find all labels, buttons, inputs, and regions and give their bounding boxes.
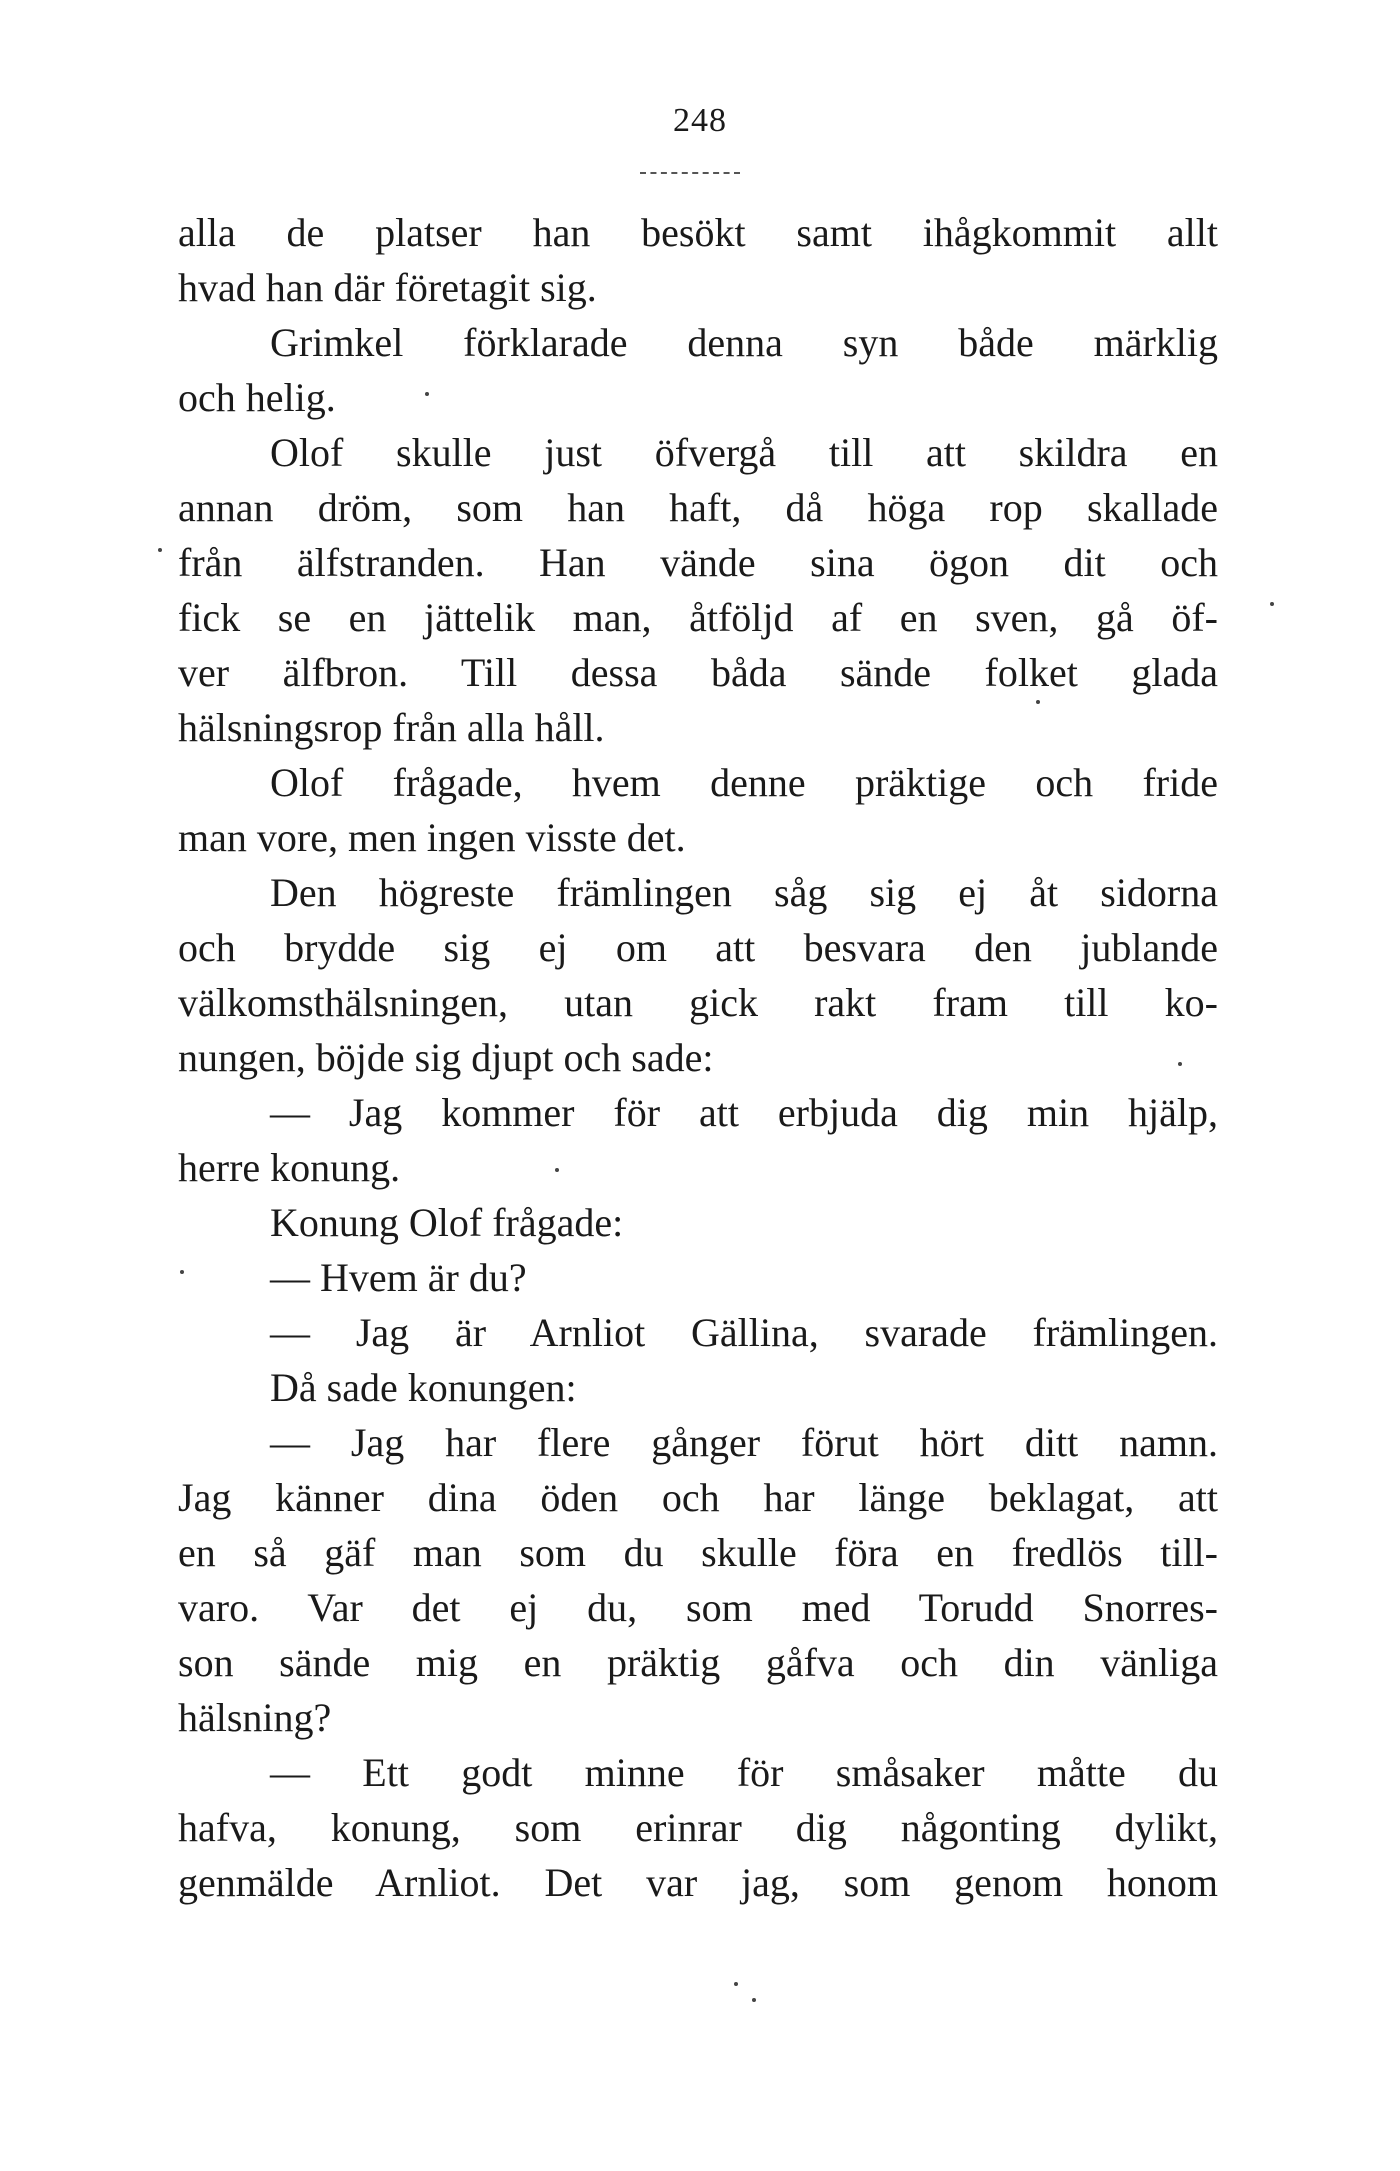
text-line: Olof frågade, hvem denne präktige och fride bbox=[270, 760, 1218, 805]
ink-speck bbox=[158, 548, 162, 552]
ink-speck bbox=[555, 1168, 559, 1172]
text-line: genmälde Arnliot. Det var jag, som genom honom bbox=[178, 1860, 1218, 1905]
text-line: välkomsthälsningen, utan gick rakt fram till ko- bbox=[178, 980, 1218, 1025]
text-line: son sände mig en präktig gåfva och din vänliga bbox=[178, 1640, 1218, 1685]
ink-speck bbox=[752, 1998, 756, 2002]
text-line: — Jag är Arnliot Gällina, svarade främlingen. bbox=[270, 1310, 1218, 1355]
header-rule bbox=[640, 172, 740, 174]
text-line: fick se en jättelik man, åtföljd af en sven, gå öf- bbox=[178, 595, 1218, 640]
text-line: hälsningsrop från alla håll. bbox=[178, 705, 605, 750]
ink-speck bbox=[1270, 602, 1274, 606]
text-line: och helig. bbox=[178, 375, 336, 420]
text-line: en så gäf man som du skulle föra en fredlös till- bbox=[178, 1530, 1218, 1575]
text-line: Olof skulle just öfvergå till att skildra en bbox=[270, 430, 1218, 475]
ink-speck bbox=[734, 1982, 738, 1986]
body-text bbox=[178, 205, 1218, 1910]
text-line: alla de platser han besökt samt ihågkommit allt bbox=[178, 210, 1218, 255]
text-line: Konung Olof frågade: bbox=[270, 1200, 624, 1245]
ink-speck bbox=[1036, 700, 1040, 704]
text-line: — Hvem är du? bbox=[270, 1255, 527, 1300]
text-line: herre konung. bbox=[178, 1145, 401, 1190]
text-line: annan dröm, som han haft, då höga rop skallade bbox=[178, 485, 1218, 530]
text-line: nungen, böjde sig djupt och sade: bbox=[178, 1035, 714, 1080]
text-line: — Jag har flere gånger förut hört ditt namn. bbox=[270, 1420, 1218, 1465]
page-number: 248 bbox=[673, 102, 727, 139]
text-line: varo. Var det ej du, som med Torudd Snorres- bbox=[178, 1585, 1218, 1630]
text-line: och brydde sig ej om att besvara den jublande bbox=[178, 925, 1218, 970]
text-line: ver älfbron. Till dessa båda sände folket glada bbox=[178, 650, 1218, 695]
text-line: Då sade konungen: bbox=[270, 1365, 577, 1410]
ink-speck bbox=[425, 392, 429, 396]
text-line: hvad han där företagit sig. bbox=[178, 265, 597, 310]
text-line: man vore, men ingen visste det. bbox=[178, 815, 686, 860]
text-line: — Jag kommer för att erbjuda dig min hjälp, bbox=[270, 1090, 1218, 1135]
text-line: Grimkel förklarade denna syn både märklig bbox=[270, 320, 1218, 365]
text-line: Den högreste främlingen såg sig ej åt sidorna bbox=[270, 870, 1218, 915]
text-line: Jag känner dina öden och har länge beklagat, att bbox=[178, 1475, 1218, 1520]
text-line: — Ett godt minne för småsaker måtte du bbox=[270, 1750, 1218, 1795]
text-line: hafva, konung, som erinrar dig någonting dylikt, bbox=[178, 1805, 1218, 1850]
text-line: hälsning? bbox=[178, 1695, 332, 1740]
ink-speck bbox=[180, 1270, 184, 1274]
ink-speck bbox=[1178, 1062, 1182, 1066]
text-line: från älfstranden. Han vände sina ögon dit och bbox=[178, 540, 1218, 585]
